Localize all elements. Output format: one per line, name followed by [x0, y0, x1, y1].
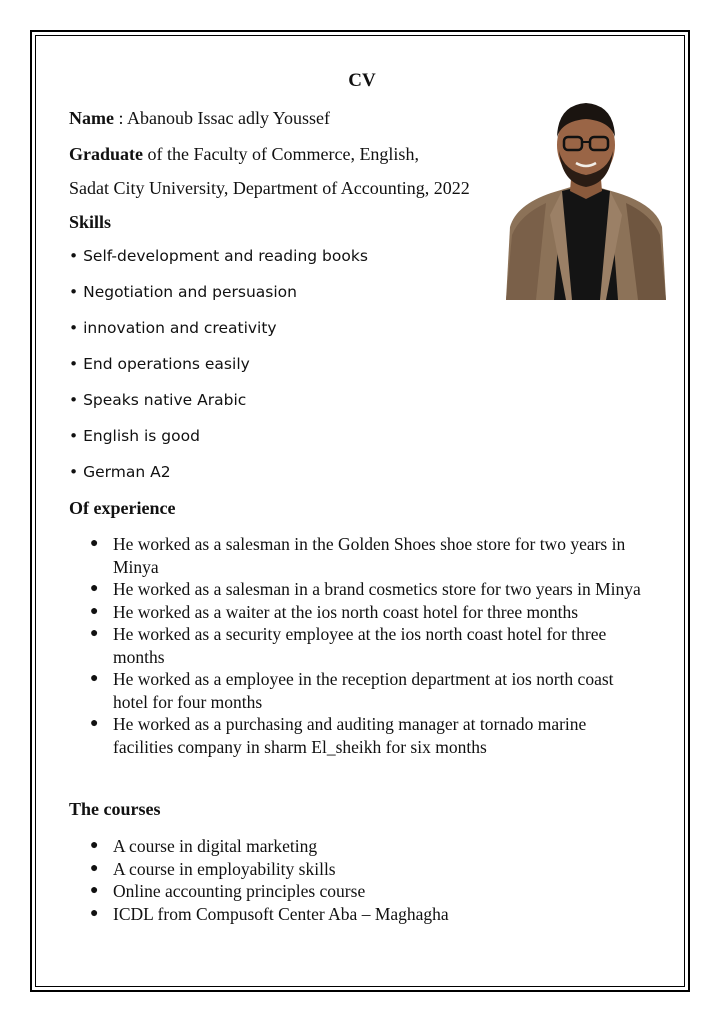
name-label: Name	[69, 108, 114, 128]
experience-item: ● He worked as a security employee at the ios north coast hotel for three months	[90, 624, 607, 667]
course-item: ● A course in digital marketing	[90, 836, 318, 856]
skill-item: • Self-development and reading books	[69, 247, 368, 265]
experience-item: ● He worked as a waiter at the ios north coast hotel for three months	[90, 601, 579, 622]
experience-item: ● He worked as a salesman in a brand cosmetics store for two years in Minya	[90, 579, 641, 599]
course-item: ● A course in employability skills	[90, 858, 336, 879]
name-line	[69, 108, 330, 129]
profile-photo	[506, 95, 666, 300]
skill-item: • Negotiation and persuasion	[69, 283, 297, 301]
skill-item: • German A2	[69, 463, 171, 481]
skill-item: • innovation and creativity	[69, 319, 277, 337]
graduate-line-1	[69, 144, 419, 165]
courses-list	[90, 835, 650, 925]
course-item: ● Online accounting principles course	[90, 881, 366, 901]
document-title: CV	[348, 70, 376, 91]
name-value: : Abanoub Issac adly Youssef	[113, 108, 330, 128]
experience-item: ● He worked as a employee in the reception department at ios north coast hotel for four months	[90, 669, 614, 712]
experience-heading: Of experience	[69, 498, 176, 518]
graduate-line-2: Sadat City University, Department of Accounting, 2022	[69, 178, 470, 198]
course-item: ● ICDL from Compusoft Center Aba – Maghagha	[90, 903, 449, 924]
skill-item: • End operations easily	[69, 355, 250, 373]
experience-list	[90, 533, 650, 758]
skills-heading: Skills	[69, 212, 112, 232]
experience-item: ● He worked as a purchasing and auditing manager at tornado marine facilities company in sharm El_sheikh for six months	[90, 714, 587, 757]
courses-heading: The courses	[69, 799, 161, 819]
skill-item: • English is good	[69, 427, 200, 445]
skill-item: • Speaks native Arabic	[69, 391, 247, 409]
graduate-text: of the Faculty of Commerce, English,	[143, 144, 419, 164]
graduate-label: Graduate	[69, 144, 143, 164]
experience-item: ● He worked as a salesman in the Golden Shoes shoe store for two years in Minya	[90, 534, 626, 577]
